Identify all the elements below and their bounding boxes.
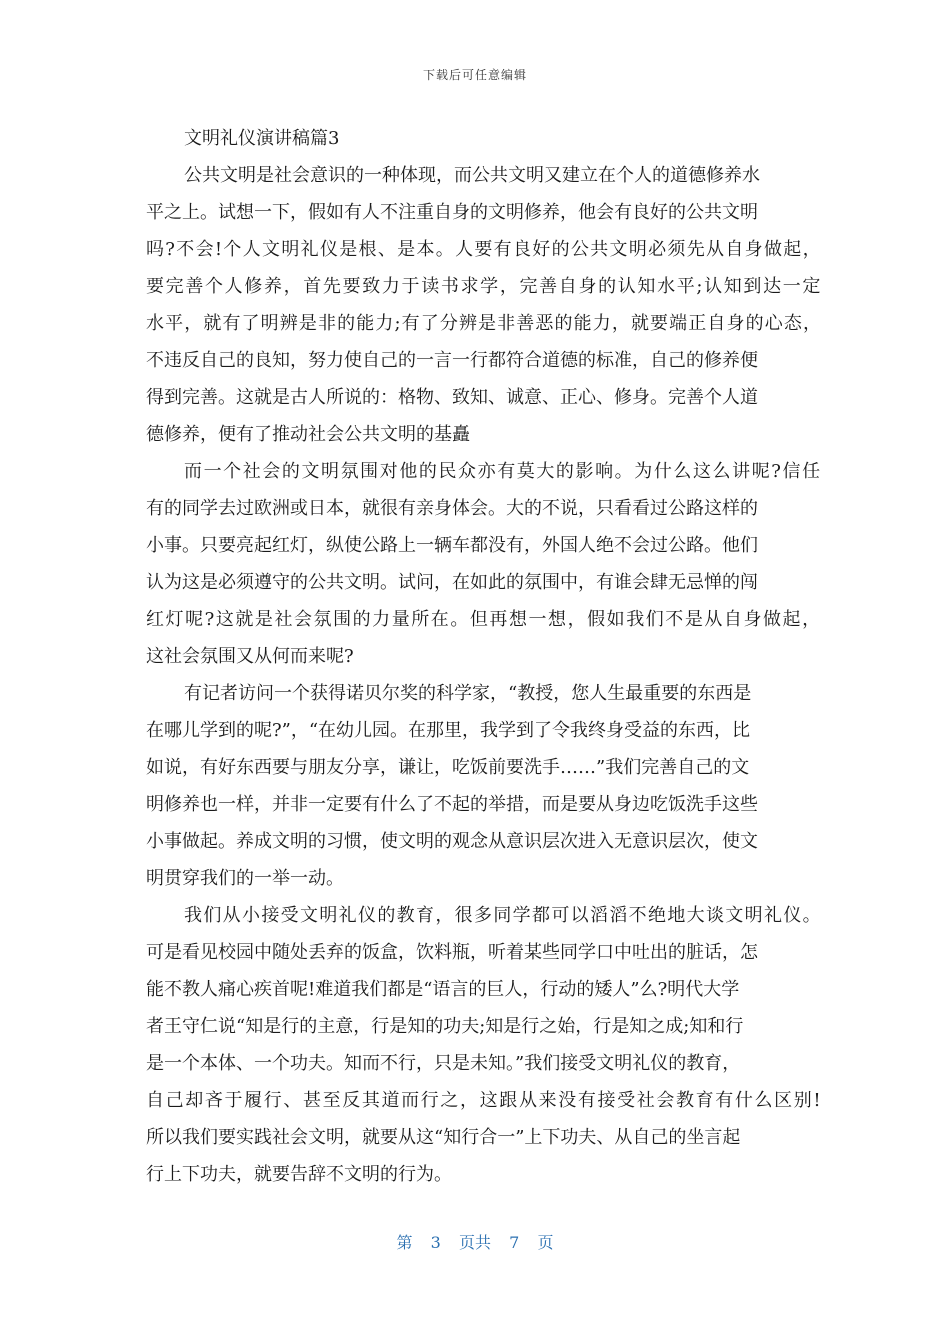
text-line: 吗?不会!个人文明礼仪是根、是本。人要有良好的公共文明必须先从自身做起， [146,239,822,260]
paragraph [146,675,822,897]
document-title: 文明礼仪演讲稿篇3 [184,128,340,149]
document-body [146,120,822,1193]
text-line: 自己却吝于履行、甚至反其道而行之，这跟从来没有接受社会教育有什么区别! [146,1090,823,1111]
text-line: 我们从小接受文明礼仪的教育，很多同学都可以滔滔不绝地大谈文明礼仪。 [184,905,822,926]
text-line: 水平，就有了明辨是非的能力;有了分辨是非善恶的能力，就要端正自身的心态， [146,313,823,334]
text-line: 小事做起。养成文明的习惯，使文明的观念从意识层次进入无意识层次，使文 [146,831,758,852]
text-line: 不违反自己的良知，努力使自己的一言一行都符合道德的标准，自己的修养便 [146,350,758,371]
text-line: 在哪儿学到的呢?”，“在幼儿园。在那里，我学到了令我终身受益的东西，比 [146,720,751,741]
text-line: 如说，有好东西要与朋友分享，谦让，吃饭前要洗手……”我们完善自己的文 [146,757,750,778]
text-line: 者王守仁说“知是行的主意，行是知的功夫;知是行之始，行是知之成;知和行 [146,1016,744,1037]
text-line: 可是看见校园中随处丢弃的饭盒，饮料瓶，听着某些同学口中吐出的脏话，怎 [146,942,758,963]
paragraph [146,157,822,453]
text-line: 所以我们要实践社会文明，就要从这“知行合一”上下功夫、从自己的坐言起 [146,1127,741,1148]
page-number-text: 第 3 页共 7 页 [396,1233,554,1252]
text-line: 红灯呢?这就是社会氛围的力量所在。但再想一想，假如我们不是从自身做起， [146,609,822,630]
text-line: 行上下功夫，就要告辞不文明的行为。 [146,1164,452,1185]
text-line: 这社会氛围又从何而来呢? [146,646,354,667]
text-line: 能不教人痛心疾首呢!难道我们都是“语言的巨人，行动的矮人”么?明代大学 [146,979,740,1000]
text-line: 公共文明是社会意识的一种体现，而公共文明又建立在个人的道德修养水 [184,165,760,186]
text-line: 得到完善。这就是古人所说的：格物、致知、诚意、正心、修身。完善个人道 [146,387,758,408]
page-header: 下载后可任意编辑 [422,68,527,82]
paragraph [146,453,822,675]
text-line: 而一个社会的文明氛围对他的民众亦有莫大的影响。为什么这么讲呢?信任 [184,461,822,482]
text-line: 有的同学去过欧洲或日本，就很有亲身体会。大的不说，只看看过公路这样的 [146,498,758,519]
text-line: 明贯穿我们的一举一动。 [146,868,344,889]
text-line: 是一个本体、一个功夫。知而不行，只是未知。”我们接受文明礼仪的教育， [146,1053,741,1074]
text-line: 要完善个人修养，首先要致力于读书求学，完善自身的认知水平;认知到达一定 [146,276,823,297]
paragraph [146,897,822,1193]
text-line: 有记者访问一个获得诺贝尔奖的科学家，“教授，您人生最重要的东西是 [184,683,752,704]
text-line: 小事。只要亮起红灯，纵使公路上一辆车都没有，外国人绝不会过公路。他们 [146,535,758,556]
paragraphs-container [146,157,822,1193]
text-line: 德修养，便有了推动社会公共文明的基矗 [146,424,470,445]
text-line: 认为这是必须遵守的公共文明。试问，在如此的氛围中，有谁会肆无忌惮的闯 [146,572,758,593]
text-line: 平之上。试想一下，假如有人不注重自身的文明修养，他会有良好的公共文明 [146,202,758,223]
page-footer [0,1230,950,1253]
text-line: 明修养也一样，并非一定要有什么了不起的举措，而是要从身边吃饭洗手这些 [146,794,758,815]
